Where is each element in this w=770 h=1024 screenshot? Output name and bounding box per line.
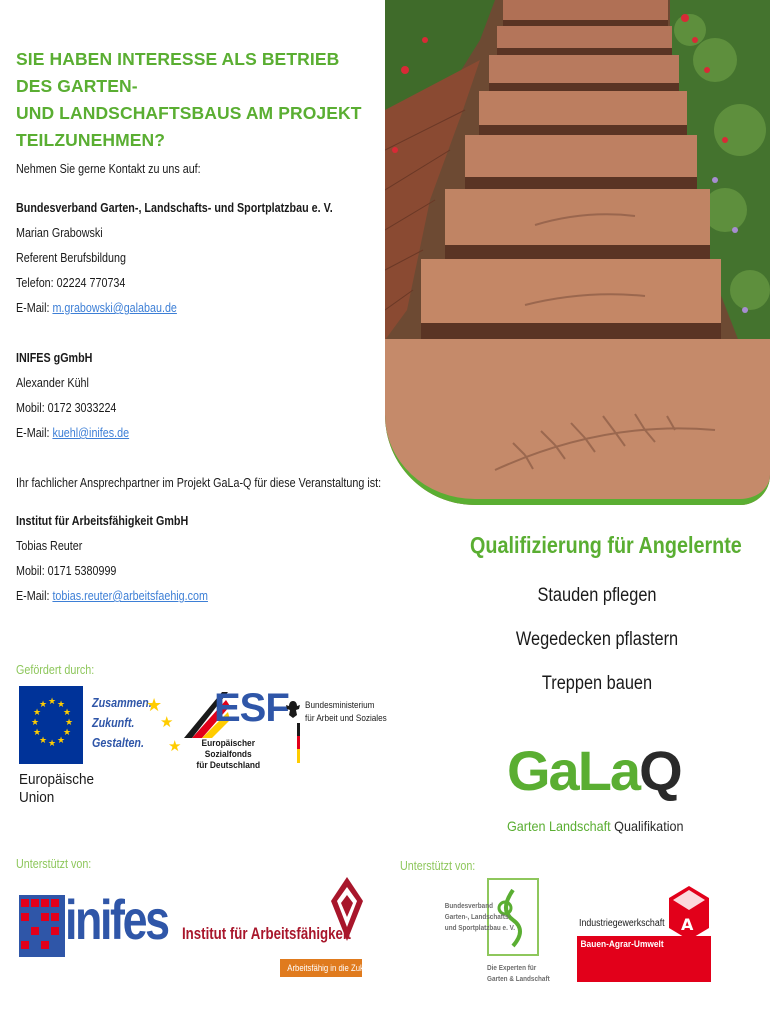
contact3-email-line: E-Mail: tobias.reuter@arbeitsfaehig.com (16, 589, 208, 603)
svg-text:★: ★ (57, 736, 66, 746)
eu-logo (19, 686, 95, 806)
contact1-email-link[interactable]: m.grabowski@galabau.de (52, 301, 177, 315)
svg-text:★: ★ (31, 718, 40, 728)
stairs-photo (385, 0, 770, 505)
funded-by-label: Gefördert durch: (16, 663, 95, 677)
topic-stauden: Stauden pflegen (537, 585, 657, 606)
svg-text:★: ★ (48, 697, 57, 707)
esf-logo: ESF Europäischer Sozialfonds für Deutschland (182, 686, 282, 768)
igbau-cube-icon (669, 886, 709, 942)
contact2-email-link[interactable]: kuehl@inifes.de (52, 426, 130, 440)
contact1-phone: Telefon: 02224 770734 (16, 276, 126, 290)
svg-text:★: ★ (33, 708, 42, 718)
contact2-name: Alexander Kühl (16, 376, 89, 390)
zzg-logo: Zusammen. Zukunft. Gestalten. ★ ★ ★ (92, 693, 177, 753)
contact1-name: Marian Grabowski (16, 226, 103, 240)
headline: SIE HABEN INTERESSE ALS BETRIEB DES GARTEN- UND LANDSCHAFTSBAUS AM PROJEKT TEILZUNEHMEN? (16, 49, 362, 150)
igbau-logo: A Industriegewerkschaft Bauen-Agrar-Umwelt (577, 886, 717, 982)
topic-treppen: Treppen bauen (541, 673, 653, 694)
supported-by-label-left: Unterstützt von: (16, 857, 92, 871)
svg-text:★: ★ (39, 700, 48, 710)
topic-wegedecken: Wegedecken pflastern (515, 629, 679, 650)
eagle-icon (285, 699, 301, 721)
svg-text:★: ★ (57, 700, 66, 710)
bgl-logo: Bundesverband Garten-, Landschafts- und Sportplatzbau e. V. Die Experten für Garten & Landschaft (437, 878, 542, 990)
supported-by-label-right: Unterstützt von: (400, 859, 476, 873)
svg-text:★: ★ (65, 718, 74, 728)
contact3-name: Tobias Reuter (16, 539, 83, 553)
svg-text:★: ★ (48, 739, 57, 749)
svg-text:★: ★ (168, 737, 182, 755)
contact2-org: INIFES gGmbH (16, 351, 93, 365)
inifes-mark-icon (19, 895, 65, 957)
svg-text:★: ★ (160, 713, 174, 731)
contact3-phone: Mobil: 0171 5380999 (16, 564, 117, 578)
bmas-logo: Bundesministerium für Arbeit und Soziales (285, 697, 375, 767)
brochure-title: Qualifizierung für Angelernte (470, 532, 742, 558)
eu-flag-icon (19, 686, 83, 764)
inifes-logo: inifes (19, 895, 151, 961)
contact3-email-link[interactable]: tobias.reuter@arbeitsfaehig.com (52, 589, 208, 603)
garden-stairs-image (385, 0, 770, 505)
svg-text:★: ★ (63, 728, 72, 738)
right-panel: Qualifizierung für Angelernte Stauden pflegen Wegedecken pflastern Treppen bauen GaLaQ Garten Landschaft Qualifikation Unterstützt von: Bundesverband Garten-, Landschafts- und Sportplatzbau e. V. Die Experten für Garten & Landschaft A Industriegewerkschaft Bauen-Agrar-Umwelt (385, 0, 770, 1024)
contact2-email-line: E-Mail: kuehl@inifes.de (16, 426, 130, 440)
svg-text:★: ★ (33, 728, 42, 738)
contact-intro: Nehmen Sie gerne Kontakt zu uns auf: (16, 162, 201, 176)
svg-text:★: ★ (63, 708, 72, 718)
contact2-phone: Mobil: 0172 3033224 (16, 401, 117, 415)
eu-label: Europäische Union (19, 771, 95, 806)
svg-text:A: A (681, 915, 694, 934)
contact3-org: Institut für Arbeitsfähigkeit GmbH (16, 514, 189, 528)
svg-text:★: ★ (39, 736, 48, 746)
contact1-org: Bundesverband Garten-, Landschafts- und Sportplatzbau e. V. (16, 201, 333, 215)
ifa-logo: Institut für Arbeitsfähigkeit Arbeitsfähig in die Zukunft (180, 877, 365, 981)
svg-text:★: ★ (146, 695, 163, 716)
contact-person-intro: Ihr fachlicher Ansprechpartner im Projekt GaLa-Q für diese Veranstaltung ist: (16, 476, 382, 490)
contact1-role: Referent Berufsbildung (16, 251, 126, 265)
contact1-email-line: E-Mail: m.grabowski@galabau.de (16, 301, 177, 315)
